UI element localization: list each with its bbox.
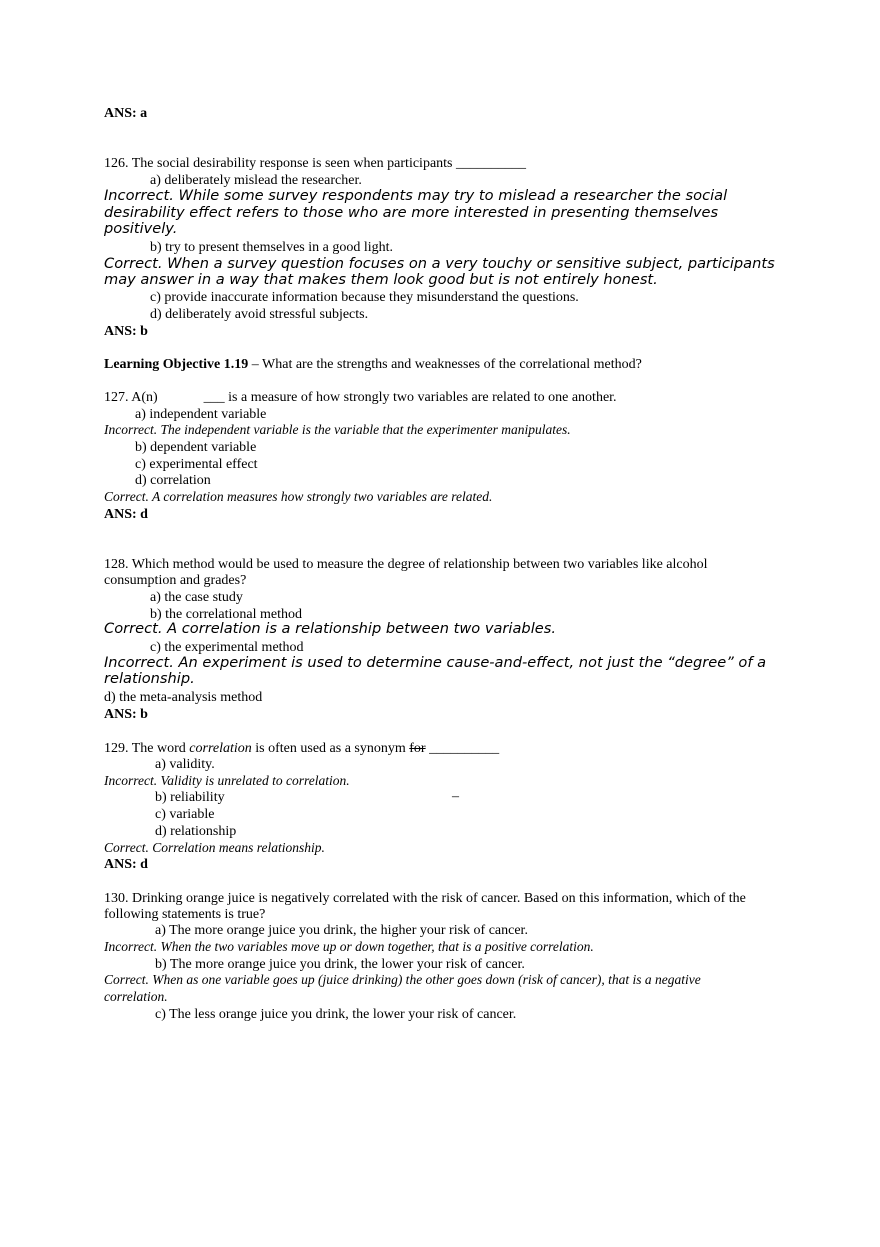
option-a: a) the case study	[150, 590, 243, 605]
stem-blank: __________	[425, 741, 500, 756]
option-b: b) try to present themselves in a good light.	[150, 240, 394, 255]
option-a: a) deliberately mislead the researcher.	[150, 173, 362, 188]
option-a: a) The more orange juice you drink, the higher your risk of cancer.	[155, 923, 528, 938]
question-stem-line-1: 130. Drinking orange juice is negatively correlated with the risk of cancer. Based on this information, which of the	[104, 891, 746, 906]
option-c: c) provide inaccurate information because they misunderstand the questions.	[150, 290, 579, 305]
option-a: a) independent variable	[135, 407, 267, 422]
option-b: b) dependent variable	[135, 440, 257, 455]
question-stem: 126. The social desirability response is seen when participants __________	[104, 156, 526, 171]
learning-objective	[104, 356, 642, 373]
feedback-b-line-2: correlation.	[104, 989, 168, 1004]
feedback-a: Incorrect. The independent variable is the variable that the experimenter manipulates.	[104, 422, 571, 437]
feedback-b: Correct. A correlation is a relationship between two variables.	[104, 620, 556, 637]
stem-suffix: ___ is a measure of how strongly two variables are related to one another.	[203, 390, 617, 405]
feedback-b-line-1: Correct. When a survey question focuses on a very touchy or sensitive subject, participants	[104, 255, 775, 272]
answer-key: ANS: a	[104, 106, 148, 121]
feedback-d: Correct. A correlation measures how strongly two variables are related.	[104, 489, 493, 504]
option-b: b) reliability	[155, 790, 225, 805]
question-stem-line-2: consumption and grades?	[104, 573, 247, 588]
stem-middle: is often used as a synonym	[251, 741, 410, 756]
answer-key: ANS: d	[104, 857, 148, 872]
stem-term: correlation	[189, 741, 252, 756]
option-b: b) the correlational method	[150, 607, 302, 622]
stem-prefix: 127. A(n)	[104, 390, 158, 405]
option-d: d) relationship	[155, 824, 237, 839]
feedback-a: Incorrect. When the two variables move up or down together, that is a positive correlation.	[104, 939, 594, 954]
option-d: d) the meta-analysis method	[104, 690, 263, 705]
feedback-c-line-2: relationship.	[104, 670, 195, 687]
question-stem-line-1: 128. Which method would be used to measure the degree of relationship between two variables like alcohol	[104, 557, 708, 572]
question-stem	[104, 389, 617, 406]
answer-key: ANS: d	[104, 507, 148, 522]
question-stem-line-2: following statements is true?	[104, 907, 266, 922]
objective-text: – What are the strengths and weaknesses of the correlational method?	[248, 357, 642, 372]
feedback-a: Incorrect. Validity is unrelated to correlation.	[104, 773, 350, 788]
question-stem	[104, 740, 499, 757]
answer-key: ANS: b	[104, 707, 148, 722]
stem-prefix: 129. The word	[104, 741, 190, 756]
option-c: c) experimental effect	[135, 457, 258, 472]
objective-label: Learning Objective 1.19	[104, 357, 249, 372]
feedback-a-line-1: Incorrect. While some survey respondents may try to mislead a researcher the social	[104, 187, 728, 204]
feedback-a-line-2: desirability effect refers to those who are more interested in presenting themselves	[104, 204, 719, 221]
option-c: c) variable	[155, 807, 215, 822]
option-c: c) the experimental method	[150, 640, 304, 655]
answer-key: ANS: b	[104, 324, 148, 339]
feedback-b-line-1: Correct. When as one variable goes up (juice drinking) the other goes down (risk of cancer), that is a negative	[104, 972, 701, 987]
stray-dash: –	[452, 789, 459, 804]
feedback-b-line-2: may answer in a way that makes them look good but is not entirely honest.	[104, 271, 658, 288]
feedback-d: Correct. Correlation means relationship.	[104, 840, 325, 855]
feedback-a-line-3: positively.	[104, 220, 178, 237]
option-c: c) The less orange juice you drink, the lower your risk of cancer.	[155, 1007, 517, 1022]
option-d: d) correlation	[135, 473, 211, 488]
feedback-c-line-1: Incorrect. An experiment is used to determine cause-and-effect, not just the “degree” of a	[104, 654, 767, 671]
option-b: b) The more orange juice you drink, the lower your risk of cancer.	[155, 957, 525, 972]
option-a: a) validity.	[155, 757, 215, 772]
option-d: d) deliberately avoid stressful subjects.	[150, 307, 369, 322]
stem-struck-word: for	[409, 741, 426, 756]
